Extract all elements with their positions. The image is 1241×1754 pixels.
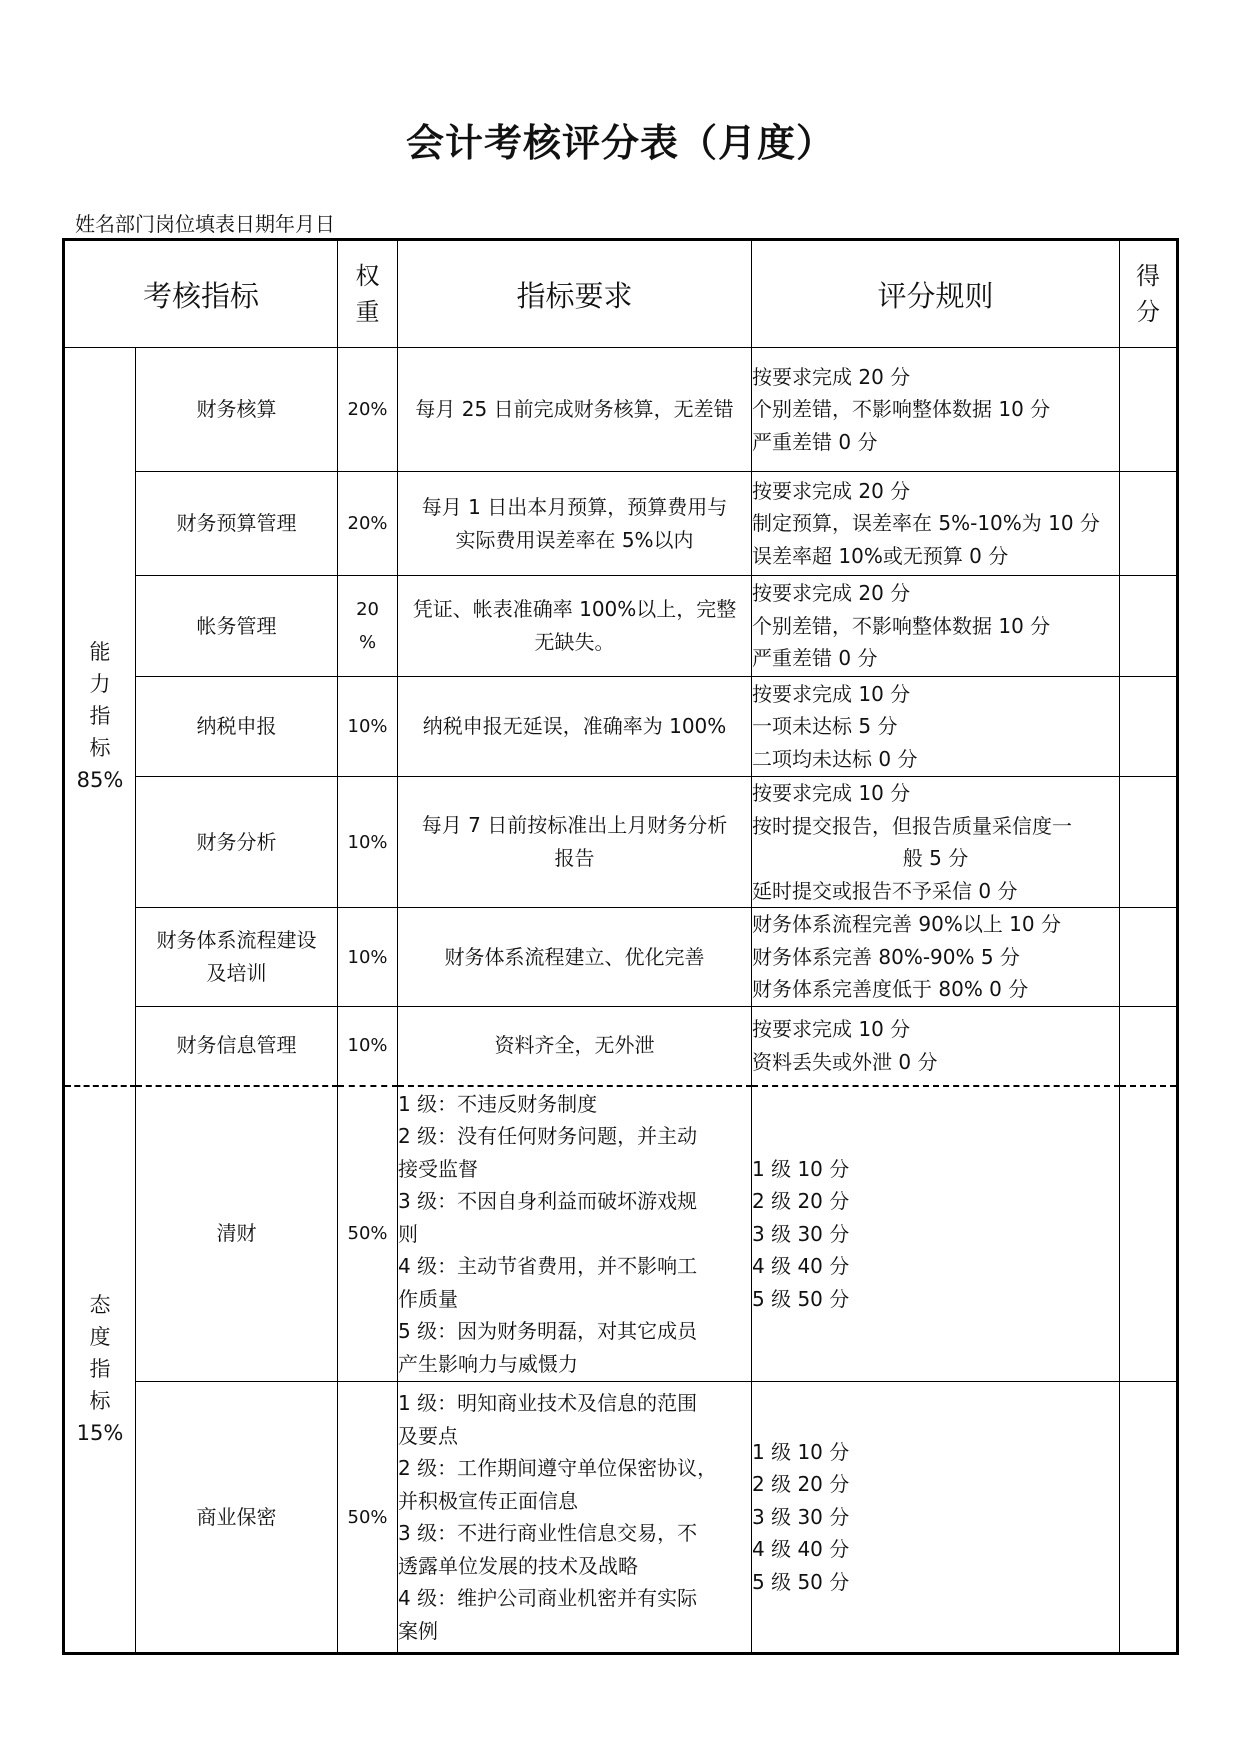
indicator-weight: 20 % [338, 576, 398, 677]
score-cell[interactable] [1120, 1007, 1178, 1086]
scoring-rules: 按要求完成 10 分 资料丢失或外泄 0 分 [752, 1007, 1120, 1086]
scoring-rules: 财务体系流程完善 90%以上 10 分 财务体系完善 80%-90% 5 分 财务体系完善度低于 80% 0 分 [752, 908, 1120, 1007]
indicator-requirement: 纳税申报无延误，准确率为 100% [398, 677, 752, 777]
table-row [64, 677, 1178, 777]
indicator-requirement: 每月 25 日前完成财务核算，无差错 [398, 348, 752, 472]
indicator-name: 财务信息管理 [136, 1007, 338, 1086]
indicator-weight: 50% [338, 1382, 398, 1654]
table-row [64, 1007, 1178, 1086]
scoring-rules: 1 级 10 分 2 级 20 分 3 级 30 分 4 级 40 分 5 级 50 分 [752, 1086, 1120, 1382]
score-cell[interactable] [1120, 1382, 1178, 1654]
column-header-score: 得 分 [1120, 240, 1178, 348]
category-ability: 能 力 指 标 85% [64, 348, 136, 1086]
indicator-weight: 50% [338, 1086, 398, 1382]
indicator-name: 财务预算管理 [136, 472, 338, 576]
indicator-requirement: 凭证、帐表准确率 100%以上，完整 无缺失。 [398, 576, 752, 677]
indicator-name: 财务体系流程建设 及培训 [136, 908, 338, 1007]
evaluation-table [62, 238, 1179, 1655]
table-header-row [64, 240, 1178, 348]
column-header-weight: 权 重 [338, 240, 398, 348]
indicator-name: 清财 [136, 1086, 338, 1382]
score-cell[interactable] [1120, 677, 1178, 777]
scoring-rules: 按要求完成 10 分 一项未达标 5 分 二项均未达标 0 分 [752, 677, 1120, 777]
score-cell[interactable] [1120, 777, 1178, 908]
table-row [64, 908, 1178, 1007]
scoring-rules: 按要求完成 20 分 个别差错，不影响整体数据 10 分 严重差错 0 分 [752, 348, 1120, 472]
table-row [64, 472, 1178, 576]
indicator-weight: 20% [338, 472, 398, 576]
score-cell[interactable] [1120, 472, 1178, 576]
indicator-requirement: 每月 1 日出本月预算，预算费用与 实际费用误差率在 5%以内 [398, 472, 752, 576]
column-header-rules: 评分规则 [752, 240, 1120, 348]
scoring-rules: 按要求完成 20 分 制定预算，误差率在 5%-10%为 10 分 误差率超 10%或无预算 0 分 [752, 472, 1120, 576]
indicator-weight: 20% [338, 348, 398, 472]
table-row [64, 576, 1178, 677]
indicator-weight: 10% [338, 908, 398, 1007]
scoring-rules: 按要求完成 10 分 按时提交报告，但报告质量采信度一 般 5 分 延时提交或报告不予采信 0 分 [752, 777, 1120, 908]
indicator-requirement: 1 级：明知商业技术及信息的范围 及要点 2 级：工作期间遵守单位保密协议， 并积极宣传正面信息 3 级：不进行商业性信息交易，不 透露单位发展的技术及战略 4 级：维护公司商业机密并有实际 案例 [398, 1382, 752, 1654]
indicator-weight: 10% [338, 1007, 398, 1086]
form-header-fields: 姓名部门岗位填表日期年月日 [75, 212, 335, 236]
score-cell[interactable] [1120, 576, 1178, 677]
indicator-weight: 10% [338, 777, 398, 908]
indicator-name: 商业保密 [136, 1382, 338, 1654]
column-header-requirement: 指标要求 [398, 240, 752, 348]
page-title: 会计考核评分表（月度） [405, 120, 835, 165]
table-row [64, 1086, 1178, 1382]
indicator-name: 财务分析 [136, 777, 338, 908]
indicator-requirement: 财务体系流程建立、优化完善 [398, 908, 752, 1007]
table-row [64, 777, 1178, 908]
score-cell[interactable] [1120, 1086, 1178, 1382]
indicator-weight: 10% [338, 677, 398, 777]
table-row [64, 348, 1178, 472]
indicator-requirement: 资料齐全，无外泄 [398, 1007, 752, 1086]
table-row [64, 1382, 1178, 1654]
indicator-name: 财务核算 [136, 348, 338, 472]
scoring-rules: 按要求完成 20 分 个别差错，不影响整体数据 10 分 严重差错 0 分 [752, 576, 1120, 677]
column-header-indicator: 考核指标 [64, 240, 338, 348]
category-attitude: 态 度 指 标 15% [64, 1086, 136, 1654]
indicator-requirement: 1 级：不违反财务制度 2 级：没有任何财务问题，并主动 接受监督 3 级：不因自身利益而破坏游戏规 则 4 级：主动节省费用，并不影响工 作质量 5 级：因为财务明磊，对其它成员 产生影响力与威慑力 [398, 1086, 752, 1382]
scoring-rules: 1 级 10 分 2 级 20 分 3 级 30 分 4 级 40 分 5 级 50 分 [752, 1382, 1120, 1654]
indicator-name: 帐务管理 [136, 576, 338, 677]
score-cell[interactable] [1120, 908, 1178, 1007]
indicator-name: 纳税申报 [136, 677, 338, 777]
score-cell[interactable] [1120, 348, 1178, 472]
indicator-requirement: 每月 7 日前按标准出上月财务分析 报告 [398, 777, 752, 908]
